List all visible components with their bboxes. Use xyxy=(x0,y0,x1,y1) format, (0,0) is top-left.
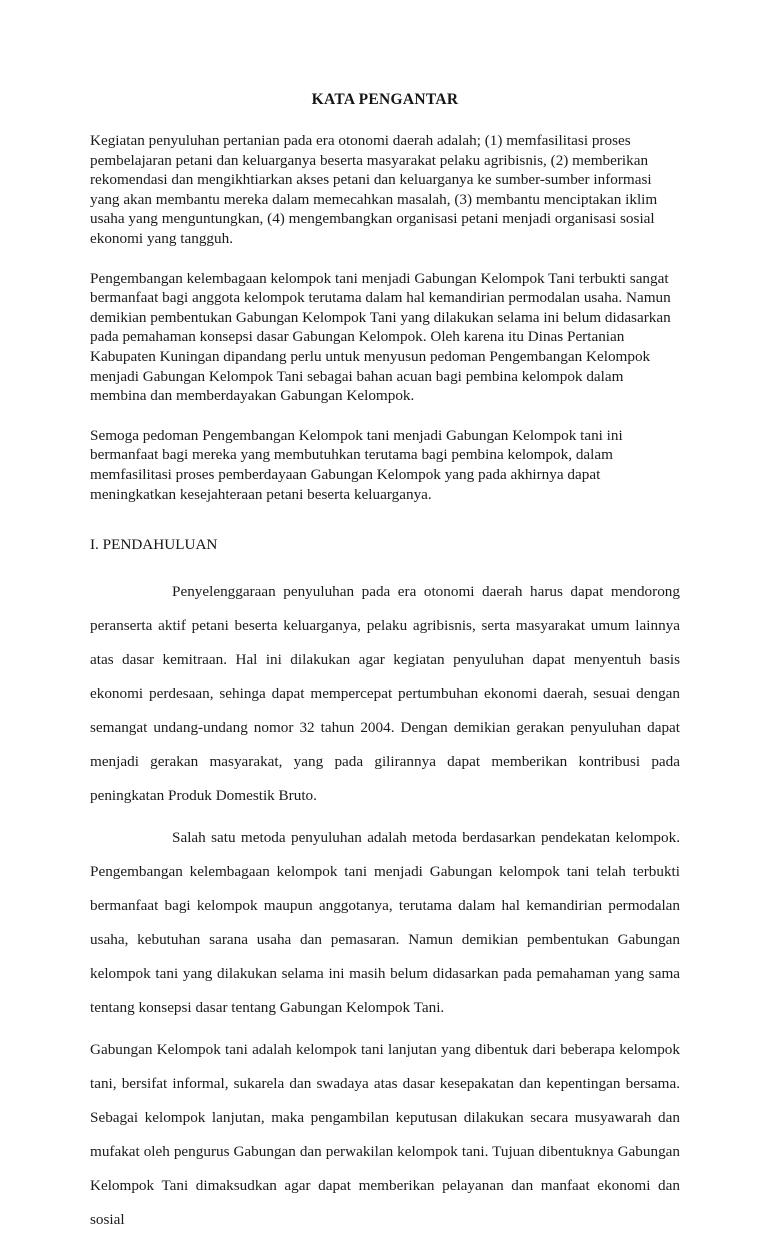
body-paragraph-1: Penyelenggaraan penyuluhan pada era otonomi daerah harus dapat mendorong peranserta aktif petani beserta keluarganya, pelaku agribisnis, serta masyarakat umum lainnya atas dasar kemitraan. Hal ini dilakukan agar kegiatan penyuluhan dapat menyentuh basis ekonomi perdesaan, sehinga dapat mempercepat pertumbuhan ekonomi daerah, sesuai dengan semangat undang-undang nomor 32 tahun 2004. Dengan demikian gerakan penyuluhan dapat menjadi gerakan masyarakat, yang pada gilirannya dapat memberikan kontribusi pada peningkatan Produk Domestik Bruto. xyxy=(90,583,680,805)
preface-paragraph-3: Semoga pedoman Pengembangan Kelompok tani menjadi Gabungan Kelompok tani ini bermanfaat bagi mereka yang membutuhkan terutama bagi pembina kelompok, dalam memfasilitasi proses pemberdayaan Gabungan Kelompok yang pada akhirnya dapat meningkatkan kesejahteraan petani beserta keluarganya. xyxy=(90,426,623,503)
document-content xyxy=(90,0,680,1237)
section-body-pendahuluan xyxy=(90,575,680,1237)
page-title: KATA PENGANTAR xyxy=(311,91,459,108)
body-paragraph-2: Salah satu metoda penyuluhan adalah metoda berdasarkan pendekatan kelompok. Pengembangan kelembagaan kelompok tani menjadi Gabungan kelompok tani telah terbukti bermanfaat bagi kelompok maupun anggotanya, terutama dalam hal kemandirian permodalan usaha, kebutuhan sarana usaha dan pemasaran. Namun demikian pembentukan Gabungan kelompok tani yang dilakukan selama ini masih belum didasarkan pada pemahaman yang sama tentang konsepsi dasar tentang Gabungan Kelompok Tani. xyxy=(90,829,680,1017)
body-paragraph-3: Gabungan Kelompok tani adalah kelompok tani lanjutan yang dibentuk dari beberapa kelompok tani, bersifat informal, sukarela dan swadaya atas dasar kesepakatan dan kepentingan bersama. Sebagai kelompok lanjutan, maka pengambilan keputusan dilakukan secara musyawarah dan mufakat oleh pengurus Gabungan dan perwakilan kelompok tani. Tujuan dibentuknya Gabungan Kelompok Tani dimaksudkan agar dapat memberikan pelayanan dan manfaat ekonomi dan sosial xyxy=(90,1041,680,1229)
preface-paragraph-2: Pengembangan kelembagaan kelompok tani menjadi Gabungan Kelompok Tani terbukti sangat bermanfaat bagi anggota kelompok terutama dalam hal kemandirian permodalan usaha. Namun demikian pembentukan Gabungan Kelompok Tani yang dilakukan selama ini belum didasarkan pada pemahaman konsepsi dasar Gabungan Kelompok. Oleh karena itu Dinas Pertanian Kabupaten Kuningan dipandang perlu untuk menyusun pedoman Pengembangan Kelompok menjadi Gabungan Kelompok Tani sebagai bahan acuan bagi pembina kelompok dalam membina dan memberdayakan Gabungan Kelompok. xyxy=(90,269,671,405)
section-heading-pendahuluan: I. PENDAHULUAN xyxy=(90,536,218,554)
preface-section xyxy=(90,131,680,504)
preface-paragraph-1: Kegiatan penyuluhan pertanian pada era otonomi daerah adalah; (1) memfasilitasi proses pembelajaran petani dan keluarganya beserta masyarakat pelaku agribisnis, (2) memberikan rekomendasi dan mengikhtiarkan akses petani dan keluarganya ke sumber-sumber informasi yang akan membantu mereka dalam memecahkan masalah, (3) membantu menciptakan iklim usaha yang menguntungkan, (4) mengembangkan organisasi petani menjadi organisasi sosial ekonomi yang tangguh. xyxy=(90,132,658,247)
